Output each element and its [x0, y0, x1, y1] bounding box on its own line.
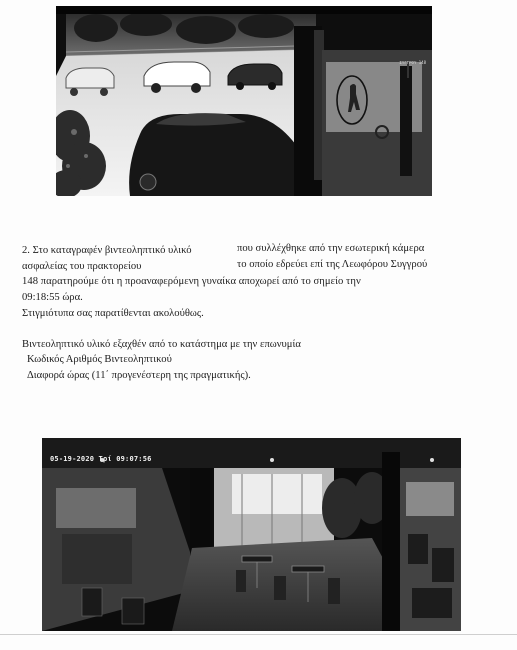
paragraph-line1-left: 2. Στο καταγραφέν βιντεοληπτικό υλικό: [22, 245, 192, 256]
interior-scene-image: [42, 438, 461, 631]
video-info-line3: Διαφορά ώρας (11΄ προγενέστερη της πραγματικής).: [27, 370, 251, 381]
video-info-line2: Κωδικός Αριθμός Βιντεοληπτικού: [27, 354, 172, 365]
cctv-still-street: [56, 6, 432, 196]
paragraph-line2-left: ασφαλείας του πρακτορείου: [22, 261, 142, 272]
camera-label: ΣΥΓΓΡΟΥ 148: [399, 60, 426, 65]
video-timestamp: 05-19-2020 Τρί 09:07:56: [50, 455, 152, 463]
video-info-line1: Βιντεοληπτικό υλικό εξαχθέν από το κατάστημα με την επωνυμία: [22, 339, 301, 350]
paragraph-line4: 09:18:55 ώρα.: [22, 292, 83, 303]
paragraph-line5: Στιγμιότυπα σας παρατίθενται ακολούθως.: [22, 308, 204, 319]
paragraph-line2-right: το οποίο εδρεύει επί της Λεωφόρου Συγγρού: [237, 259, 428, 270]
paragraph-line3: 148 παρατηρούμε ότι η προαναφερόμενη γυναίκα αποχωρεί από το σημείο την: [22, 276, 361, 287]
page-bottom-divider: [0, 634, 517, 635]
street-scene-image: [56, 6, 432, 196]
paragraph-line1-right: που συλλέχθηκε από την εσωτερική κάμερα: [237, 243, 425, 254]
cctv-still-interior: [42, 438, 461, 631]
